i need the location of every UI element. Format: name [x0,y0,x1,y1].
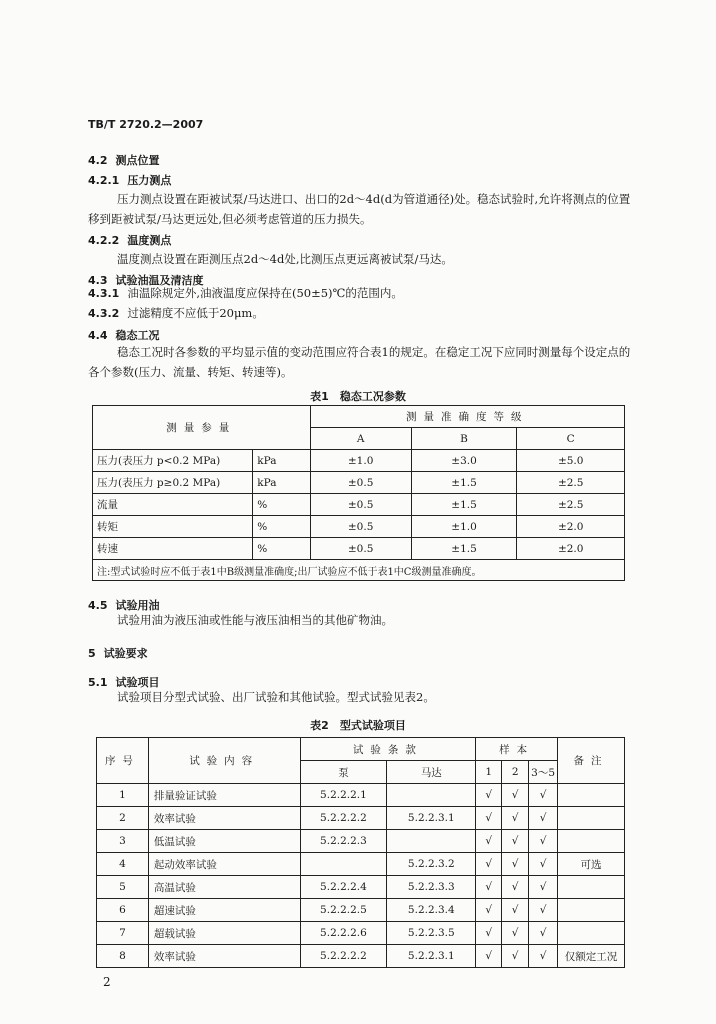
section-4-3-heading: 4.3 试验油温及清洁度 [88,274,204,287]
number-cell: 5 [97,876,149,899]
paragraph-4-3-1: 4.3.1 油温除规定外,油液温度应保持在(50±5)℃的范围内。 [88,286,403,300]
header-remark: 备注 [558,738,625,784]
check-cell: √ [529,853,558,876]
motor-cell: 5.2.2.3.3 [387,876,476,899]
pump-cell: 5.2.2.2.6 [300,922,387,945]
param-cell: 转速 [93,538,253,560]
check-cell: √ [476,853,502,876]
paragraph-4-3-2: 4.3.2 过滤精度不应低于20μm。 [88,306,264,320]
grade-b-cell: ±3.0 [411,450,517,472]
remark-cell [558,830,625,853]
remark-cell [558,807,625,830]
motor-cell: 5.2.2.3.1 [387,945,476,968]
section-4-2-heading: 4.2 测点位置 [88,154,160,167]
item-cell: 低温试验 [148,830,300,853]
item-cell: 起动效率试验 [148,853,300,876]
header-sample-2: 2 [502,761,529,784]
grade-a-cell: ±0.5 [310,472,411,494]
standard-number-header: TB/T 2720.2—2007 [88,118,204,131]
grade-a-cell: ±0.5 [310,494,411,516]
check-cell: √ [502,853,529,876]
header-test-clause: 试验条款 [300,738,476,761]
grade-b-cell: ±1.5 [411,538,517,560]
pump-cell: 5.2.2.2.3 [300,830,387,853]
remark-cell [558,876,625,899]
table-row [97,853,625,876]
section-4-2-2-heading: 4.2.2 温度测点 [88,234,172,247]
table-row [97,876,625,899]
pump-cell [300,853,387,876]
table-row [93,450,625,472]
remark-cell [558,922,625,945]
item-cell: 高温试验 [148,876,300,899]
check-cell: √ [476,945,502,968]
header-motor: 马达 [387,761,476,784]
number-cell: 2 [97,807,149,830]
grade-a-cell: ±1.0 [310,450,411,472]
check-cell: √ [502,922,529,945]
header-sample-1: 1 [476,761,502,784]
table-row [93,494,625,516]
check-cell: √ [476,830,502,853]
check-cell: √ [529,922,558,945]
header-number: 序号 [97,738,149,784]
grade-c-cell: ±2.0 [517,516,625,538]
number-cell: 7 [97,922,149,945]
pump-cell: 5.2.2.2.2 [300,945,387,968]
unit-cell: % [253,516,310,538]
unit-cell: % [253,494,310,516]
motor-cell: 5.2.2.3.2 [387,853,476,876]
table1-note: 注:型式试验时应不低于表1中B级测量准确度;出厂试验应不低于表1中C级测量准确度。 [93,560,625,581]
check-cell: √ [529,876,558,899]
header-test-content: 试验内容 [148,738,300,784]
grade-b-cell: ±1.5 [411,494,517,516]
pump-cell: 5.2.2.2.2 [300,807,387,830]
table-row [97,922,625,945]
check-cell: √ [529,807,558,830]
section-4-5-heading: 4.5 试验用油 [88,599,160,612]
unit-cell: % [253,538,310,560]
grade-c-cell: ±2.5 [517,472,625,494]
steady-state-parameters-table [92,405,625,581]
grade-c-cell: ±5.0 [517,450,625,472]
table-row [93,516,625,538]
motor-cell: 5.2.2.3.5 [387,922,476,945]
grade-b-cell: ±1.0 [411,516,517,538]
check-cell: √ [502,784,529,807]
number-cell: 3 [97,830,149,853]
grade-a-cell: ±0.5 [310,538,411,560]
section-4-4-heading: 4.4 稳态工况 [88,329,160,342]
header-sample: 样本 [476,738,558,761]
param-cell: 转矩 [93,516,253,538]
motor-cell: 5.2.2.3.4 [387,899,476,922]
check-cell: √ [502,807,529,830]
paragraph-4-5: 试验用油为液压油或性能与液压油相当的其他矿物油。 [117,613,393,627]
remark-cell: 可选 [558,853,625,876]
check-cell: √ [502,876,529,899]
grade-c-cell: ±2.0 [517,538,625,560]
check-cell: √ [502,945,529,968]
item-cell: 效率试验 [148,945,300,968]
grade-a-cell: ±0.5 [310,516,411,538]
grade-c: C [517,428,625,450]
number-cell: 1 [97,784,149,807]
table-row [97,899,625,922]
pump-cell: 5.2.2.2.1 [300,784,387,807]
param-cell: 流量 [93,494,253,516]
table-row [97,830,625,853]
grade-b: B [411,428,517,450]
section-5-heading: 5 试验要求 [88,647,148,660]
remark-cell [558,899,625,922]
number-cell: 6 [97,899,149,922]
check-cell: √ [476,899,502,922]
pump-cell: 5.2.2.2.5 [300,899,387,922]
paragraph-5-1: 试验项目分型式试验、出厂试验和其他试验。型式试验见表2。 [117,690,435,704]
check-cell: √ [529,784,558,807]
check-cell: √ [476,807,502,830]
paragraph-4-4: 稳态工况时各参数的平均显示值的变动范围应符合表1的规定。在稳定工况下应同时测量每个设定点的各个参数(压力、流量、转矩、转速等)。 [88,345,631,379]
table-row [97,784,625,807]
motor-cell [387,784,476,807]
paragraph-4-2-2: 温度测点设置在距测压点2d～4d处,比测压点更远离被试泵/马达。 [117,252,453,266]
grade-a: A [310,428,411,450]
header-pump: 泵 [300,761,387,784]
type-test-items-table [96,737,625,968]
remark-cell: 仅额定工况 [558,945,625,968]
item-cell: 排量验证试验 [148,784,300,807]
grade-b-cell: ±1.5 [411,472,517,494]
unit-cell: kPa [253,472,310,494]
item-cell: 效率试验 [148,807,300,830]
check-cell: √ [476,922,502,945]
remark-cell [558,784,625,807]
check-cell: √ [529,899,558,922]
header-sample-3-5: 3～5 [529,761,558,784]
param-cell: 压力(表压力 p<0.2 MPa) [93,450,253,472]
check-cell: √ [502,899,529,922]
number-cell: 8 [97,945,149,968]
check-cell: √ [476,876,502,899]
check-cell: √ [476,784,502,807]
motor-cell: 5.2.2.3.1 [387,807,476,830]
param-cell: 压力(表压力 p≥0.2 MPa) [93,472,253,494]
table-row [93,538,625,560]
section-4-2-1-heading: 4.2.1 压力测点 [88,174,172,187]
pump-cell: 5.2.2.2.4 [300,876,387,899]
table2-caption: 表2 型式试验项目 [310,719,406,732]
unit-cell: kPa [253,450,310,472]
number-cell: 4 [97,853,149,876]
paragraph-4-2-1: 压力测点设置在距被试泵/马达进口、出口的2d～4d(d为管道通径)处。稳态试验时,允许将测点的位置移到距被试泵/马达更远处,但必须考虑管道的压力损失。 [88,192,631,226]
check-cell: √ [529,830,558,853]
grade-c-cell: ±2.5 [517,494,625,516]
table-row [97,945,625,968]
check-cell: √ [529,945,558,968]
table1-caption: 表1 稳态工况参数 [310,390,406,403]
item-cell: 超载试验 [148,922,300,945]
table-row [93,472,625,494]
item-cell: 超速试验 [148,899,300,922]
check-cell: √ [502,830,529,853]
section-5-1-heading: 5.1 试验项目 [88,676,160,689]
motor-cell [387,830,476,853]
page-number: 2 [103,975,111,989]
header-measured-parameter: 测量参量 [93,406,311,450]
header-accuracy-grade: 测量准确度等级 [310,406,624,428]
table-row [97,807,625,830]
